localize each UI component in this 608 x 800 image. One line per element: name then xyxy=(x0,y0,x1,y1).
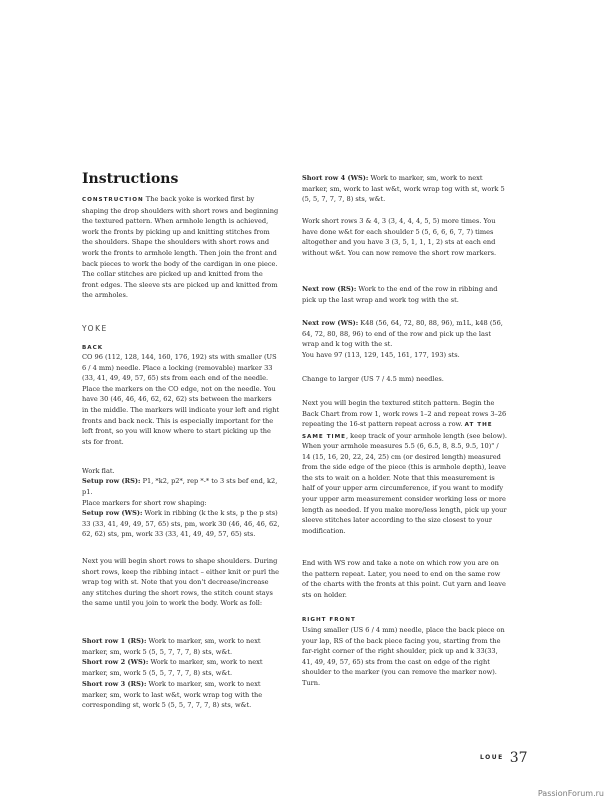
stitch-count: You have 97 (113, 129, 145, 161, 177, 193) sts. xyxy=(302,351,460,359)
short-row-3-text: Work to marker, sm, work to next marker, sm, work to last w&t, work wrap tog with the corresponding st, work 5 (5, 5, 7, 7, 7, 8) sts, w&t. xyxy=(82,680,263,710)
short-row-4 xyxy=(302,173,508,205)
back-label: BACK xyxy=(82,345,104,351)
end-ws-paragraph: End with WS row and take a note on which row you are on the pattern repeat. Later, you need to end on the same row of the charts with the fronts at this point. Cut yarn and leave sts on holder. xyxy=(302,559,506,599)
setup-ws-label: Setup row (WS): xyxy=(82,509,143,517)
same-time-label: AT THE SAME TIME xyxy=(302,422,493,440)
setup-rs-text: P1, *k2, p2*, rep *-* to 3 sts bef end, k2, p1. xyxy=(82,477,278,496)
change-needles: Change to larger (US 7 / 4.5 mm) needles. xyxy=(302,375,444,383)
page-footer xyxy=(480,747,528,766)
short-row-1-text: Work to marker, sm, work to next marker, sm, work 5 (5, 5, 7, 7, 7, 8) sts, w&t. xyxy=(82,637,261,656)
section-heading-yoke: YOKE xyxy=(82,324,108,333)
next-row-rs xyxy=(302,284,508,305)
page-title: Instructions xyxy=(82,171,179,187)
setup-ws-text: Work in ribbing (k the k sts, p the p sts) 33 (33, 41, 49, 49, 57, 65) sts, pm, work 30 (46, 46, 46, 62, 62, 62) sts, pm, work 33 (33, 41, 49, 49, 57, 65) sts. xyxy=(82,509,280,539)
work-flat: Work flat. xyxy=(82,467,115,475)
footer-brand: LOUE xyxy=(480,754,504,761)
watermark: PassionForum.ru xyxy=(537,789,604,798)
short-row-2-text: Work to marker, sm, work to next marker, sm, work 5 (5, 5, 7, 7, 7, 8) sts, w&t. xyxy=(82,658,263,677)
short-row-4-text: Work to marker, sm, work to next marker, sm, work to last w&t, work wrap tog with st, work 5 (5, 5, 7, 7, 7, 8) sts, w&t. xyxy=(302,174,505,204)
right-front-label: RIGHT FRONT xyxy=(302,617,356,623)
back-paragraph: CO 96 (112, 128, 144, 160, 176, 192) sts with smaller (US 6 / 4 mm) needle. Place a locking (removable) marker 33 (33, 41, 49, 49, 57, 65) sts from each end of the needle. Place the markers on the CO edge, not on the needle. You have 30 (46, 46, 46, 62, 62, 62) sts between the markers in the middle. The markers will indicate your left and right fronts and back neck. This is especially important for the left front, so you will know where to start picking up the sts for front. xyxy=(82,353,280,446)
right-front-paragraph: Using smaller (US 6 / 4 mm) needle, place the back piece on your lap, RS of the back piece facing you, starting from the far-right corner of the right shoulder, pick up and k 33(33, 41, 49, 49, 57, 65) sts from the cast on edge of the right shoulder to the marker (you can remove the marker now). Turn. xyxy=(302,626,505,687)
next-ws-text: K48 (56, 64, 72, 80, 88, 96), m1L, k48 (56, 64, 72, 80, 88, 96) to end of the row and pick up the last wrap and k tog with the st. xyxy=(302,319,503,349)
construction-label: CONSTRUCTION xyxy=(82,197,144,203)
short-rows-intro: Next you will begin short rows to shape shoulders. During short rows, keep the ribbing intact – either knit or purl the wrap tog with st. Note that you don't decrease/increase any stitches during the short rows, the stitch count stays the same until you join to work the body. Work as foll: xyxy=(82,557,279,608)
short-row-4-label: Short row 4 (WS): xyxy=(302,174,369,182)
setup-row-rs xyxy=(82,476,280,497)
short-row-3-label: Short row 3 (RS): xyxy=(82,680,147,688)
textured-text: Next you will begin the textured stitch pattern. Begin the Back Chart from row 1, work rows 1–2 and repeat rows 3–26 repeating the 16-st pattern repeat across a row. xyxy=(302,399,507,429)
setup-rs-label: Setup row (RS): xyxy=(82,477,141,485)
textured-text-end: , keep track of your armhole length (see below). xyxy=(345,431,508,440)
page-number: 37 xyxy=(509,749,528,766)
short-row-3 xyxy=(82,679,280,711)
place-markers: Place markers for short row shaping: xyxy=(82,499,207,507)
textured-pattern xyxy=(302,398,508,442)
work-short-rows: Work short rows 3 & 4, 3 (3, 4, 4, 4, 5, 5) more times. You have done w&t for each shoulder 5 (5, 6, 6, 6, 7, 7) times altogether and you have 3 (3, 5, 1, 1, 1, 2) sts at each end without w&t. You can now remove the short row markers. xyxy=(302,217,497,257)
short-row-2 xyxy=(82,657,280,678)
next-rs-label: Next row (RS): xyxy=(302,285,357,293)
next-ws-label: Next row (WS): xyxy=(302,319,359,327)
construction-paragraph xyxy=(82,194,280,301)
next-row-ws xyxy=(302,318,508,350)
construction-text: The back yoke is worked first by shaping the drop shoulders with short rows and beginning the textured pattern. When armhole length is achieved, work the fronts by picking up and knitting stitches from the shoulders. Shape the shoulders with short rows and work the fronts to armhole length. Then join the front and back pieces to work the body of the cardigan in one piece. The collar stitches are picked up and knitted from the front edges. The sleeve sts are picked up and knitted from the armholes. xyxy=(82,195,279,300)
armhole-paragraph: When your armhole measures 5.5 (6, 6.5, 8, 8.5, 9.5, 10)" / 14 (15, 16, 20, 22, 24, 25) cm (or desired length) measured from the side edge of the piece (this is armhole depth), leave the sts to wait on a holder. Note that this measurement is half of your upper arm circumference, if you want to modify your upper arm measurement consider working less or more length as needed. If you make more/less length, pick up your sleeve stitches later according to the size closest to your modification. xyxy=(302,442,507,535)
setup-row-ws xyxy=(82,508,280,540)
short-row-1-label: Short row 1 (RS): xyxy=(82,637,147,645)
short-row-2-label: Short row 2 (WS): xyxy=(82,658,149,666)
short-row-1 xyxy=(82,636,280,657)
next-rs-text: Work to the end of the row in ribbing and pick up the last wrap and work tog with the st. xyxy=(302,285,498,304)
